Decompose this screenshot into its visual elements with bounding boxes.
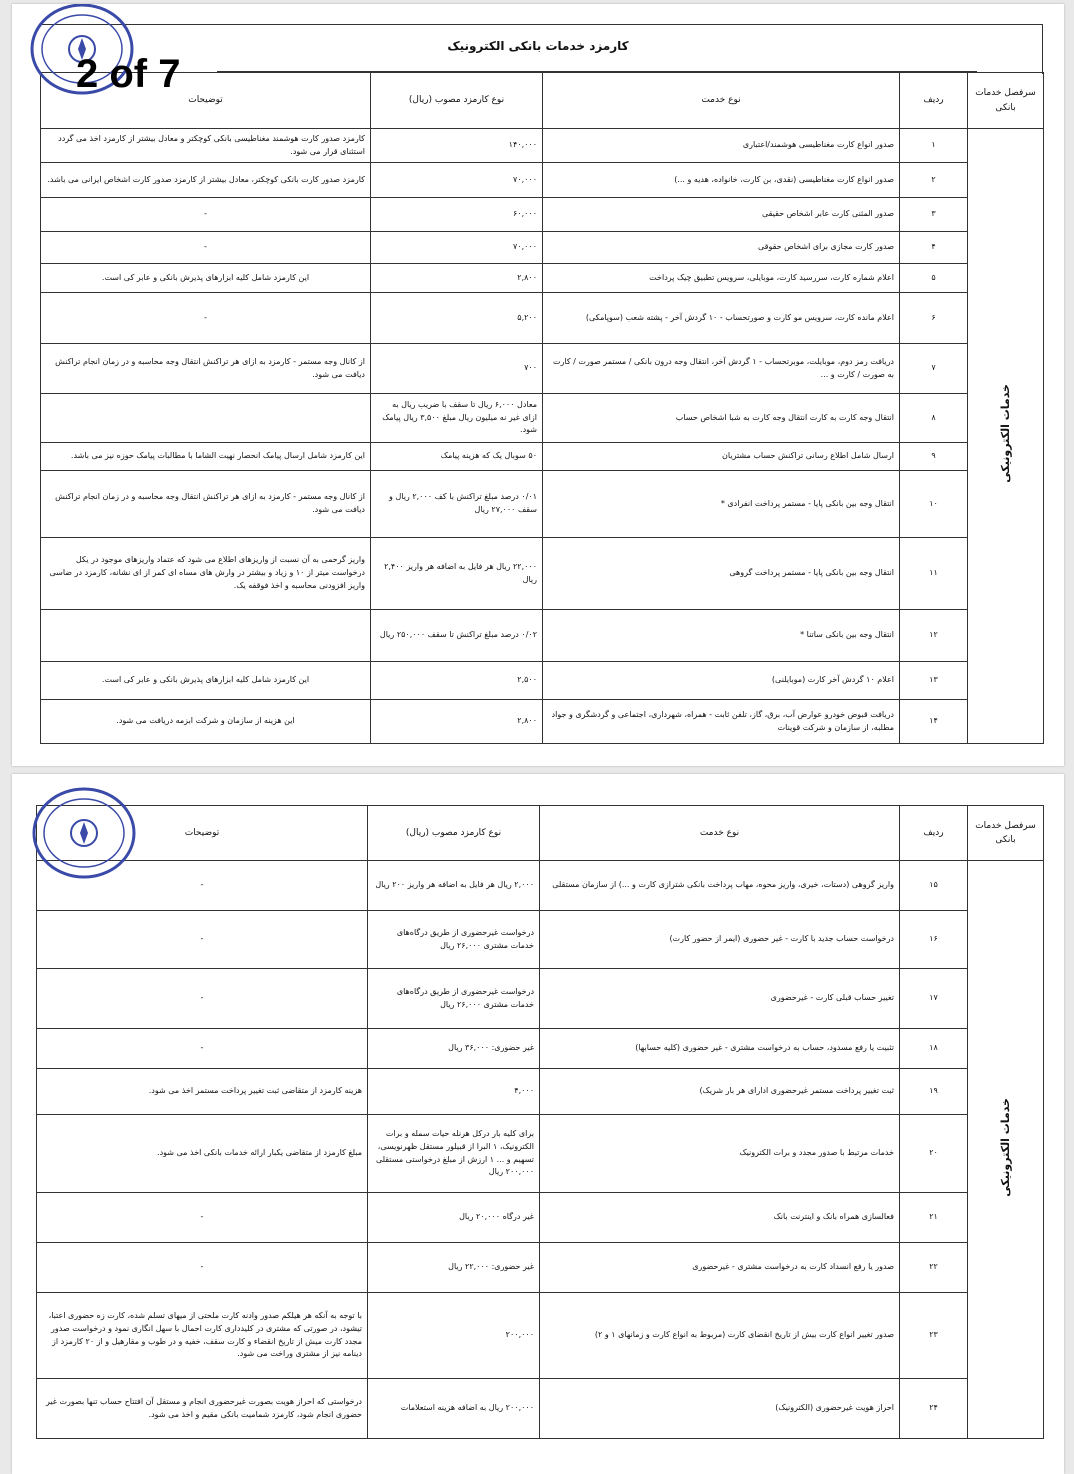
notes-cell: - [37,969,368,1029]
table-row [41,610,1044,662]
row-number: ۹ [900,443,968,471]
row-number: ۲ [900,163,968,198]
service-cell: واریز گروهی (دستات، خیری، واریز محوه، مهاب پرداخت بانکی شترازی کارت و ...) از سازمان مستقلی [540,861,900,911]
service-cell: صدور یا رفع انسداد کارت به درخواست مشتری - غیرحضوری [540,1243,900,1293]
table-row [37,1293,1044,1379]
table-row [41,232,1044,264]
table-row [41,129,1044,163]
row-number: ۱۰ [900,471,968,538]
service-cell: تغییر حساب قبلی کارت - غیرحضوری [540,969,900,1029]
table-row [41,264,1044,293]
table-row [37,969,1044,1029]
fee-cell: ۵۰ سوبال یک که هزینه پیامک [371,443,543,471]
notes-cell [41,610,371,662]
notes-cell: - [37,911,368,969]
fee-cell: درخواست غیرحضوری از طریق درگاه‌های خدمات مشتری ۲۶,۰۰۰ ریال [368,969,540,1029]
row-number: ۱۹ [900,1069,968,1115]
row-number: ۱۵ [900,861,968,911]
fee-sheet-page-1 [12,4,1064,766]
notes-cell: - [37,1243,368,1293]
header-row-no: ردیف [900,73,968,129]
category-cell [968,129,1044,744]
fee-cell: غیر حضوری: ۳۶,۰۰۰ ریال [368,1029,540,1069]
fee-cell: درخواست غیرحضوری از طریق درگاه‌های خدمات مشتری ۲۶,۰۰۰ ریال [368,911,540,969]
row-number: ۶ [900,293,968,344]
fee-table [36,805,1044,1439]
service-cell: دریافت رمز دوم، موبایلت، موبرتحساب - ۱ گردش آخر، انتقال وجه درون بانکی / مستمر صورت / کارت به صورت / کارت و ... [543,344,900,394]
fee-table [40,72,1044,744]
notes-cell: - [41,232,371,264]
fee-cell: ۷۰,۰۰۰ [371,232,543,264]
row-number: ۱۴ [900,700,968,744]
table-row [41,293,1044,344]
fee-cell: ۲,۸۰۰ [371,700,543,744]
fee-cell: معادل ۶,۰۰۰ ریال تا سقف با ضریب ریال به ازای غیر نه میلیون ریال مبلغ ۳,۵۰۰ ریال پیامک شود. [371,394,543,443]
notes-cell: - [41,198,371,232]
fee-cell: ۱۴۰,۰۰۰ [371,129,543,163]
service-cell: اعلام ۱۰ گردش آخر کارت (موبایلنی) [543,662,900,700]
row-number: ۱۸ [900,1029,968,1069]
row-number: ۱۷ [900,969,968,1029]
table-row [37,1029,1044,1069]
notes-cell: کارمزد صدور کارت هوشمند مغناطیسی بانکی کوچکتر و معادل بیشتر از کارمزد اخذ می گردد استثنای قرار می شود. [41,129,371,163]
service-cell: صدور کارت مجازی برای اشخاص حقوقی [543,232,900,264]
notes-cell: واریز گرحمی به آن نسبت از واریزهای اطلاع می شود که عتماد واریزهای موجود در یکل درخواست میتر از ۱۰ و زیاد و بیشتر در وارش های مساه ای کمر از ای نشانه، کارمزد در ضاسی واریز افزودنی محاسبه و اخذ فوقفه یک. [41,538,371,610]
category-label: خدمات الکترونیکی [998,384,1012,483]
fee-cell: غیر درگاه ۲۰,۰۰۰ ریال [368,1193,540,1243]
service-cell: اعلام مانده کارت، سرویس مو کارت و صورتحساب - ۱۰ گردش آخر - پشته شعب (سوپامکی) [543,293,900,344]
row-number: ۲۲ [900,1243,968,1293]
row-number: ۱۳ [900,662,968,700]
service-cell: فعالسازی همراه بانک و اینترنت بانک [540,1193,900,1243]
fee-cell: ۰/۰۱ درصد مبلغ تراکنش با کف ۲,۰۰۰ ریال و سقف ۲۷,۰۰۰ ریال [371,471,543,538]
notes-cell [41,394,371,443]
service-cell: انتقال وجه بین بانکی پایا - مستمر پرداخت گروهی [543,538,900,610]
header-service: نوع خدمت [543,73,900,129]
row-number: ۸ [900,394,968,443]
fee-cell: ۵,۲۰۰ [371,293,543,344]
notes-cell: این کارمزد شامل کلیه ابزارهای پذیرش بانکی و عابر کی است. [41,662,371,700]
service-cell: تثبیت یا رفع مسدود، حساب به درخواست مشتری - غیر حضوری (کلیه حسابها) [540,1029,900,1069]
fee-cell: ۲,۵۰۰ [371,662,543,700]
document-title: کارمزد خدمات بانکی الکترونیک [447,39,629,53]
notes-cell: با توجه به آنکه هر هیلکم صدور وادنه کارت ملحتی از میهای تسلم شده، کارت زه حضوری اعتبا، تیشود، در صورتی که مشتری در کلیدداری کارت احمال با سهل انگاری نمود و درخواست صدور مجدد کارت میش از تاریخ انقضاء و کارت سقف، خفیه و در طوب و مقارهیل و از ۲۰ کارمزد از دینامه نیز از مشتری وراخت می شود. [37,1293,368,1379]
notes-cell: این کارمزد شامل کلیه ابزارهای پذیرش بانکی و عابر کی است. [41,264,371,293]
fee-cell: ۲۲,۰۰۰ ریال هر فایل به اضافه هر واریز ۲,۴۰۰ ریال [371,538,543,610]
page-indicator: 2 of 7 [76,52,181,96]
service-cell: ثبت تغییر پرداخت مستمر غیرحضوری ادارای هر بار شریک) [540,1069,900,1115]
row-number: ۱۱ [900,538,968,610]
notes-cell: - [41,293,371,344]
table-row [41,471,1044,538]
service-cell: صدور انواع کارت مغناطیسی (نقدی، بن کارت، خانواده، هدیه و ...) [543,163,900,198]
table-row [37,1069,1044,1115]
fee-cell: ۰/۰۲ درصد مبلغ تراکنش تا سقف ۲۵۰,۰۰۰ ریال [371,610,543,662]
notes-cell: - [37,1029,368,1069]
row-number: ۳ [900,198,968,232]
header-fee: نوع کارمزد مصوب (ریال) [368,806,540,861]
header-service: نوع خدمت [540,806,900,861]
notes-cell: این هزینه از سازمان و شرکت ابزمه دریافت می شود. [41,700,371,744]
table-row [41,700,1044,744]
notes-cell: از کانال وجه مستمر - کارمزد به ازای هر تراکنش انتقال وجه محاسبه و در زمان انجام تراکنش دیافت می شود. [41,471,371,538]
service-cell: صدور المثنی کارت عابر اشخاص حقیقی [543,198,900,232]
table-row [37,911,1044,969]
fee-cell: ۲۰۰,۰۰۰ ریال به اضافه هزینه استعلامات [368,1379,540,1439]
service-cell: انتقال وجه بین بانکی ساتنا * [543,610,900,662]
fee-cell: ۲,۰۰۰ ریال هر فایل به اضافه هر واریز ۲۰۰ ریال [368,861,540,911]
header-notes: توضیحات [41,73,371,129]
service-cell: اعلام شماره کارت، سررسید کارت، موبایلی، سرویس تطبیق چیک پرداخت [543,264,900,293]
row-number: ۷ [900,344,968,394]
notes-cell: مبلغ کارمزد از متقاضی یکبار ارائه خدمات بانکی اخذ می شود. [37,1115,368,1193]
fee-cell: ۶۰,۰۰۰ [371,198,543,232]
row-number: ۲۳ [900,1293,968,1379]
service-cell: احراز هویت غیرحضوری (الکترونیک) [540,1379,900,1439]
service-cell: صدور انواع کارت مغناطیسی هوشمند/اعتباری [543,129,900,163]
notes-cell: این کارمزد شامل ارسال پیامک انحصار نهیت الشاما با مطالبات پیامک حوزه نیز می باشد. [41,443,371,471]
table-row [41,198,1044,232]
frame-line [40,24,1042,25]
row-number: ۲۱ [900,1193,968,1243]
row-number: ۲۴ [900,1379,968,1439]
table-row [37,1379,1044,1439]
notes-cell: از کانال وجه مستمر - کارمزد به ازای هر تراکنش انتقال وجه محاسبه و در زمان انجام تراکنش دیافت می شود. [41,344,371,394]
fee-sheet-page-2 [12,774,1064,1474]
table-row [37,1243,1044,1293]
header-fee: نوع کارمزد مصوب (ریال) [371,73,543,129]
row-number: ۱۲ [900,610,968,662]
table-row [41,394,1044,443]
notes-cell: - [37,1193,368,1243]
row-number: ۵ [900,264,968,293]
service-cell: دریافت قبوض خودرو عوارض آب، برق، گاز، تلفن ثابت - همراه، شهرداری، اجتماعی و گردشگری و جواد مطلبه، از سازمان و شرکت قوینات [543,700,900,744]
bank-stamp-seal [28,782,140,884]
table-row [41,344,1044,394]
notes-cell: درخواستی که احراز هویت بصورت غیرحضوری انجام و مستقل آن افتتاح حساب تنها بصورت غیر حضوری انجام شود، کارمزد شمامیت بانکی مقیم و اخذ می شود. [37,1379,368,1439]
header-notes: توضیحات [37,806,368,861]
table-row [37,861,1044,911]
category-cell [968,861,1044,1439]
service-cell: درخواست حساب جدید با کارت - غیر حضوری (ایمر از حضور کارت) [540,911,900,969]
header-category: سرفصل خدمات بانکی [968,806,1044,861]
table-row [41,163,1044,198]
table-row [41,538,1044,610]
fee-cell: ۷۰۰ [371,344,543,394]
row-number: ۱۶ [900,911,968,969]
service-cell: انتقال وجه بین بانکی پایا - مستمر پرداخت انفرادی * [543,471,900,538]
table-row [37,1193,1044,1243]
fee-cell: ۲,۸۰۰ [371,264,543,293]
row-number: ۱ [900,129,968,163]
fee-cell: ۲۰۰,۰۰۰ [368,1293,540,1379]
notes-cell: هزینه کارمزد از متقاضی ثبت تغییر پرداخت مستمر اخذ می شود. [37,1069,368,1115]
service-cell: صدور تغییر انواع کارت بیش از تاریخ انقضای کارت (مربوط به انواع کارت و زمانهای ۱ و ۲) [540,1293,900,1379]
service-cell: خدمات مرتبط با صدور مجدد و برات الکترونیک [540,1115,900,1193]
row-number: ۴ [900,232,968,264]
fee-cell: برای کلیه بار درکل هرنله حیات سمله و برات الکترونیک، ۱ البرا از قبیلور مستقل ظهرنویسی، تسهیم و ... ۱ ارزش از مبلغ درخواستی مستقلی ۲۰۰,۰۰۰ ریال [368,1115,540,1193]
table-row [37,1115,1044,1193]
header-category: سرفصل خدمات بانکی [968,73,1044,129]
table-row [41,443,1044,471]
fee-cell: ۷۰,۰۰۰ [371,163,543,198]
service-cell: ارسال شامل اطلاع رسانی تراکنش حساب مشتریان [543,443,900,471]
category-label: خدمات الکترونیکی [998,1097,1012,1197]
fee-cell: ۴,۰۰۰ [368,1069,540,1115]
fee-cell: غیر حضوری: ۲۲,۰۰۰ ریال [368,1243,540,1293]
row-number: ۲۰ [900,1115,968,1193]
header-row-no: ردیف [900,806,968,861]
notes-cell: کارمزد صدور کارت بانکی کوچکتر، معادل بیشتر از کارمزد صدور کارت اشخاص ایرانی می باشد. [41,163,371,198]
notes-cell: - [37,861,368,911]
service-cell: انتقال وجه کارت به کارت انتقال وجه کارت به شبا اشخاص حساب [543,394,900,443]
table-row [41,662,1044,700]
